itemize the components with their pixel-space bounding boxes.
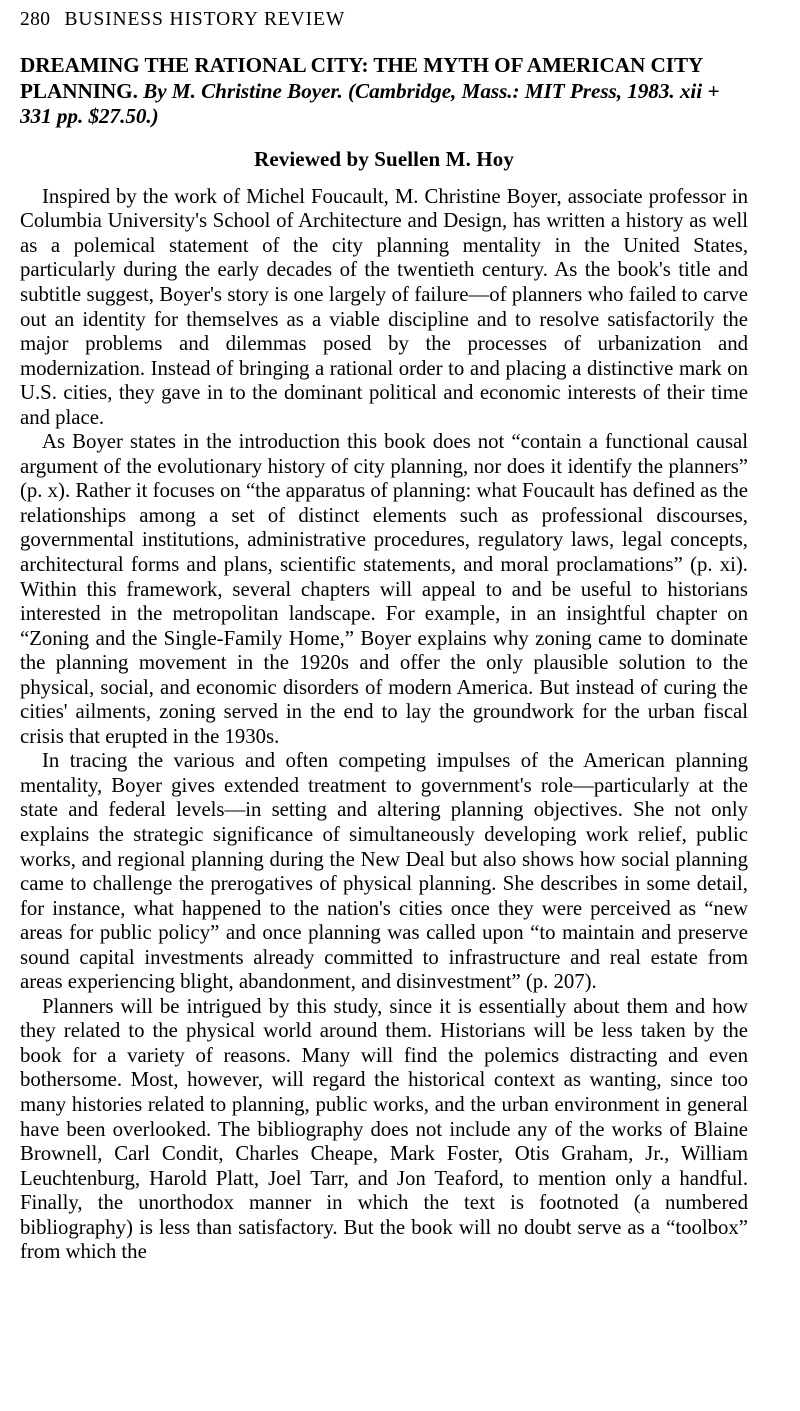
review-paragraph: Planners will be intrigued by this study, since it is essentially about them and how they related to the physical world around them. Historians will be less taken by the book for a variety of reasons. Many will find the polemics distracting and even bothersome. Most, however, will regard the historical context as wanting, since too many histories related to planning, public works, and the urban environment in general have been overlooked. The bibliography does not include any of the works of Blaine Brownell, Carl Condit, Charles Cheape, Mark Foster, Otis Graham, Jr., William Leuchtenburg, Harold Platt, Joel Tarr, and Jon Teaford, to mention only a handful. Finally, the unorthodox manner in which the text is footnoted (a numbered bibliography) is less than satisfactory. But the book will no doubt serve as a “toolbox” from which the: [20, 994, 748, 1264]
review-paragraph: Inspired by the work of Michel Foucault, M. Christine Boyer, associate professor in Columbia University's School of Architecture and Design, has written a history as well as a polemical statement of the city planning mentality in the United States, particularly during the early decades of the twentieth century. As the book's title and subtitle suggest, Boyer's story is one largely of failure—of planners who failed to carve out an identity for themselves as a viable discipline and to resolve satisfactorily the major problems and dilemmas posed by the processes of urbanization and modernization. Instead of bringing a rational order to and placing a distinctive mark on U.S. cities, they gave in to the dominant political and economic interests of their time and place.: [20, 184, 748, 429]
book-citation: By M. Christine Boyer. (Cambridge, Mass.: MIT Press, 1983. xii + 331 pp. $27.50.): [20, 78, 720, 129]
book-review-heading: [20, 53, 748, 130]
review-paragraph: As Boyer states in the introduction this book does not “contain a functional causal argument of the evolutionary history of city planning, nor does it identify the planners” (p. x). Rather it focuses on “the apparatus of planning: what Foucault has defined as the relationships among a set of distinct elements such as professional discourses, governmental institutions, administrative procedures, regulatory laws, legal concepts, architectural forms and plans, scientific statements, and moral proclamations” (p. xi). Within this framework, several chapters will appeal to and be useful to historians interested in the metropolitan landscape. For example, in an insightful chapter on “Zoning and the Single-Family Home,” Boyer explains why zoning came to dominate the planning movement in the 1920s and offer the only plausible solution to the physical, social, and economic disorders of modern America. But instead of curing the cities' ailments, zoning served in the end to lay the groundwork for the urban fiscal crisis that erupted in the 1930s.: [20, 430, 748, 748]
review-paragraph: In tracing the various and often competing impulses of the American planning mentality, Boyer gives extended treatment to government's role—particularly at the state and federal levels—in setting and altering planning objectives. She not only explains the strategic significance of simultaneously developing work relief, public works, and regional planning during the New Deal but also shows how social planning came to challenge the prerogatives of physical planning. She describes in some detail, for instance, what happened to the nation's cities once they were perceived as “new areas for public policy” and once planning was called upon “to maintain and preserve sound capital investments already committed to infrastructure and real estate from areas experiencing blight, abandonment, and disinvestment” (p. 207).: [20, 749, 748, 994]
reviewer-byline: Reviewed by Suellen M. Hoy: [254, 146, 514, 171]
page-number: 280: [20, 9, 51, 30]
review-body: [20, 185, 748, 1265]
page-content-column: [20, 0, 748, 1265]
running-head: [20, 8, 748, 32]
journal-title: BUSINESS HISTORY REVIEW: [64, 9, 346, 30]
book-title: DREAMING THE RATIONAL CITY: THE MYTH OF AMERICAN CITY PLANNING.: [20, 53, 703, 103]
